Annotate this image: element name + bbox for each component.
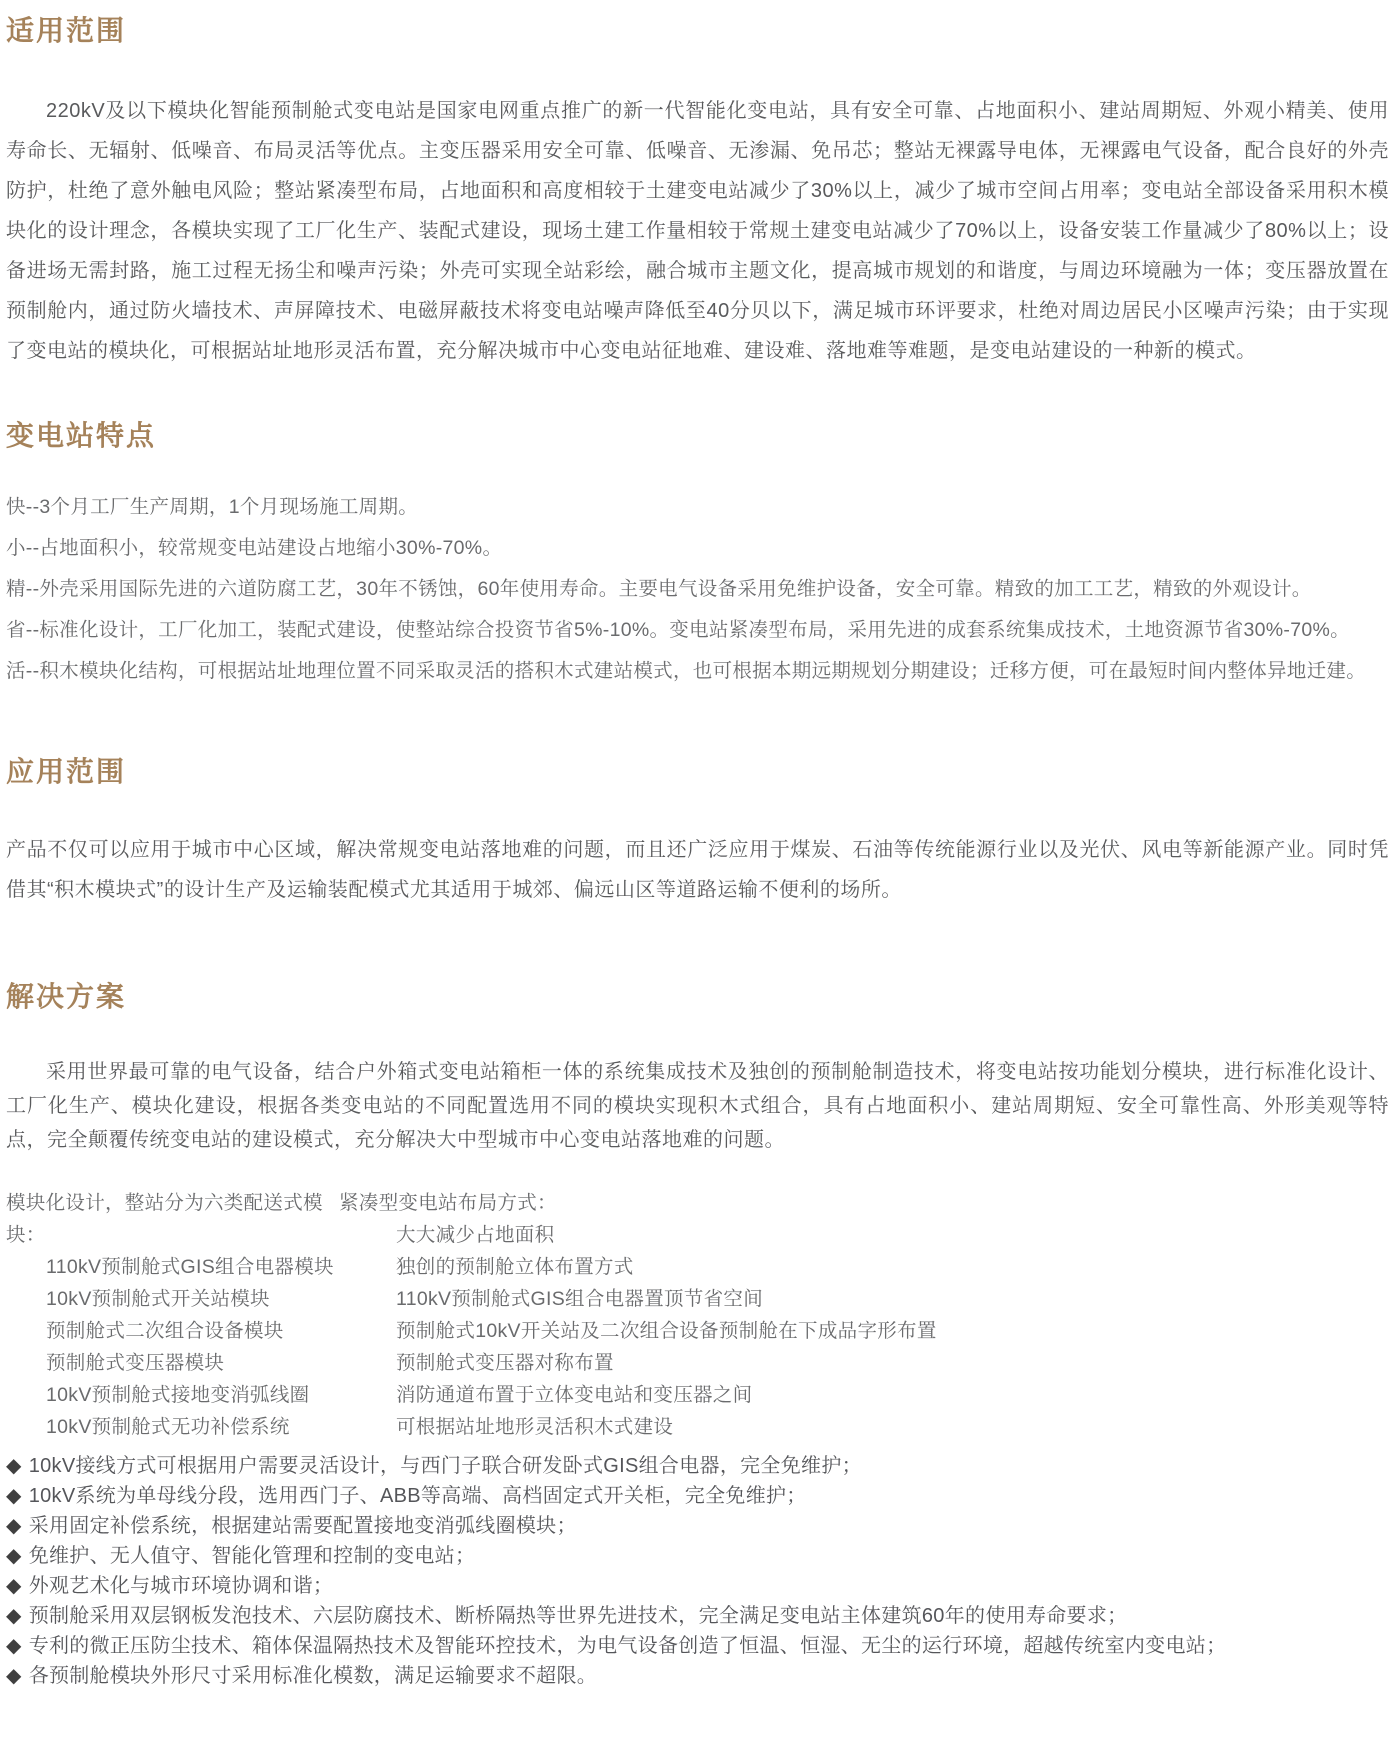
- module-left-item: 110kV预制舱式GIS组合电器模块: [46, 1256, 334, 1278]
- solution-paragraph: 采用世界最可靠的电气设备，结合户外箱式变电站箱柜一体的系统集成技术及独创的预制舱制造技术，将变电站按功能划分模块，进行标准化设计、工厂化生产、模块化建设，根据各类变电站的不同配置选用不同的模块实现积木式组合，具有占地面积小、建站周期短、安全可靠性高、外形美观等特点，完全颠覆传统变电站的建设模式，充分解决大中型城市中心变电站落地难的问题。: [6, 1061, 1389, 1151]
- module-right-item: 大大减少占地面积: [396, 1224, 555, 1246]
- bullet-text: 免维护、无人值守、智能化管理和控制的变电站；: [28, 1545, 476, 1567]
- diamond-bullet-icon: ◆: [6, 1545, 22, 1567]
- bullet-text: 预制舱采用双层钢板发泡技术、六层防腐技术、断桥隔热等世界先进技术，完全满足变电站主体建筑60年的使用寿命要求；: [28, 1605, 1128, 1627]
- feature-list: [6, 494, 1389, 685]
- applicable-scope-paragraph: 220kV及以下模块化智能预制舱式变电站是国家电网重点推广的新一代智能化变电站，具有安全可靠、占地面积小、建站周期短、外观小精美、使用寿命长、无辐射、低噪音、布局灵活等优点。主变压器采用安全可靠、低噪音、无渗漏、免吊芯；整站无裸露导电体，无裸露电气设备，配合良好的外壳防护，杜绝了意外触电风险；整站紧凑型布局，占地面积和高度相较于土建变电站减少了30%以上，减少了城市空间占用率；变电站全部设备采用积木模块化的设计理念，各模块实现了工厂化生产、装配式建设，现场土建工作量相较于常规土建变电站减少了70%以上，设备安装工作量减少了80%以上；设备进场无需封路，施工过程无扬尘和噪声污染；外壳可实现全站彩绘，融合城市主题文化，提高城市规划的和谐度，与周边环境融为一体；变压器放置在预制舱内，通过防火墙技术、声屏障技术、电磁屏蔽技术将变电站噪声降低至40分贝以下，满足城市环评要求，杜绝对周边居民小区噪声污染；由于实现了变电站的模块化，可根据站址地形灵活布置，充分解决城市中心变电站征地难、建设难、落地难等难题，是变电站建设的一种新的模式。: [6, 100, 1389, 362]
- module-left-header: 模块化设计，整站分为六类配送式模块：: [6, 1192, 323, 1246]
- bullet-text: 专利的微正压防尘技术、箱体保温隔热技术及智能环控技术，为电气设备创造了恒温、恒湿、无尘的运行环境，超越传统室内变电站；: [28, 1635, 1227, 1657]
- section-title-substation-features: 变电站特点: [6, 420, 157, 451]
- bullet-text: 各预制舱模块外形尺寸采用标准化模数，满足运输要求不超限。: [28, 1665, 598, 1687]
- module-right-header: 紧凑型变电站布局方式：: [339, 1192, 557, 1214]
- module-left-item: 预制舱式变压器模块: [46, 1352, 225, 1374]
- section-title-applicable-scope: 适用范围: [6, 15, 127, 46]
- module-left-item: 10kV预制舱式开关站模块: [46, 1288, 270, 1310]
- solution-bullet-list: [6, 1451, 1389, 1691]
- module-right-item: 消防通道布置于立体变电站和变压器之间: [396, 1384, 753, 1406]
- feature-item-flexible: 活--积木模块化结构，可根据站址地理位置不同采取灵活的搭积木式建站模式，也可根据本期远期规划分期建设；迁移方便，可在最短时间内整体异地迁建。: [6, 660, 1366, 682]
- module-right-item: 预制舱式10kV开关站及二次组合设备预制舱在下成品字形布置: [396, 1320, 937, 1342]
- section-solution: [6, 980, 1389, 1691]
- diamond-bullet-icon: ◆: [6, 1605, 22, 1627]
- feature-item-refined: 精--外壳采用国际先进的六道防腐工艺，30年不锈蚀，60年使用寿命。主要电气设备采用免维护设备，安全可靠。精致的加工工艺，精致的外观设计。: [6, 578, 1312, 600]
- bullet-text: 采用固定补偿系统，根据建站需要配置接地变消弧线圈模块；: [28, 1515, 577, 1537]
- module-left-item: 10kV预制舱式接地变消弧线圈: [46, 1384, 310, 1406]
- bullet-text: 外观艺术化与城市环境协调和谐；: [28, 1575, 334, 1597]
- solution-bullet-item: [6, 1571, 1389, 1601]
- solution-bullet-item: [6, 1601, 1389, 1631]
- section-substation-features: [6, 419, 1389, 685]
- feature-item-small: 小--占地面积小，较常规变电站建设占地缩小30%-70%。: [6, 537, 503, 559]
- module-right-item: 预制舱式变压器对称布置: [396, 1352, 614, 1374]
- diamond-bullet-icon: ◆: [6, 1455, 22, 1477]
- diamond-bullet-icon: ◆: [6, 1485, 22, 1507]
- feature-item-saving: 省--标准化设计，工厂化加工，装配式建设，使整站综合投资节省5%-10%。变电站紧凑型布局，采用先进的成套系统集成技术，土地资源节省30%-70%。: [6, 619, 1350, 641]
- section-application-scope: [6, 755, 1389, 910]
- section-title-application-scope: 应用范围: [6, 756, 127, 787]
- solution-bullet-item: [6, 1481, 1389, 1511]
- module-column-right: [339, 1187, 1389, 1443]
- section-applicable-scope: [6, 14, 1389, 371]
- module-column-left: [6, 1187, 339, 1443]
- module-left-item: 10kV预制舱式无功补偿系统: [46, 1416, 290, 1438]
- diamond-bullet-icon: ◆: [6, 1635, 22, 1657]
- solution-bullet-item: [6, 1631, 1389, 1661]
- diamond-bullet-icon: ◆: [6, 1665, 22, 1687]
- solution-bullet-item: [6, 1541, 1389, 1571]
- diamond-bullet-icon: ◆: [6, 1575, 22, 1597]
- module-left-item: 预制舱式二次组合设备模块: [46, 1320, 284, 1342]
- bullet-text: 10kV系统为单母线分段，选用西门子、ABB等高端、高档固定式开关柜，完全免维护；: [28, 1485, 807, 1507]
- feature-item-fast: 快--3个月工厂生产周期，1个月现场施工周期。: [6, 496, 419, 518]
- solution-bullet-item: [6, 1661, 1389, 1691]
- diamond-bullet-icon: ◆: [6, 1515, 22, 1537]
- bullet-text: 10kV接线方式可根据用户需要灵活设计，与西门子联合研发卧式GIS组合电器，完全免维护；: [28, 1455, 862, 1477]
- solution-bullet-item: [6, 1451, 1389, 1481]
- application-scope-paragraph: 产品不仅可以应用于城市中心区域，解决常规变电站落地难的问题，而且还广泛应用于煤炭、石油等传统能源行业以及光伏、风电等新能源产业。同时凭借其“积木模块式”的设计生产及运输装配模式尤其适用于城郊、偏远山区等道路运输不便利的场所。: [6, 839, 1389, 901]
- section-title-solution: 解决方案: [6, 981, 127, 1012]
- module-columns: [6, 1187, 1389, 1443]
- solution-bullet-item: [6, 1511, 1389, 1541]
- module-right-item: 可根据站址地形灵活积木式建设: [396, 1416, 674, 1438]
- module-right-item: 110kV预制舱式GIS组合电器置顶节省空间: [396, 1288, 764, 1310]
- module-right-item: 独创的预制舱立体布置方式: [396, 1256, 634, 1278]
